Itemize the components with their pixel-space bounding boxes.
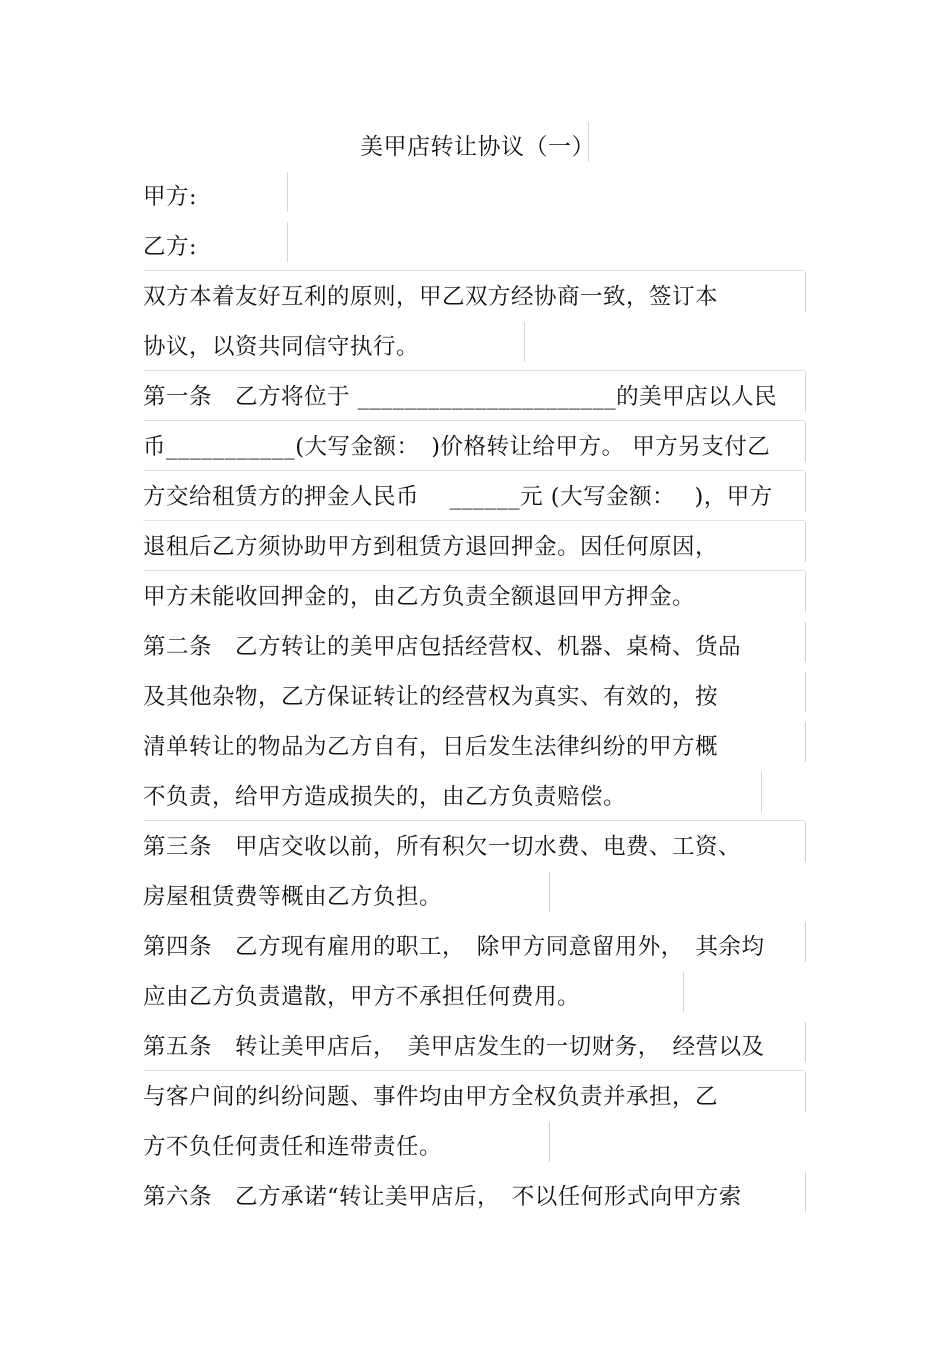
party-b-label: 乙方: (143, 234, 198, 260)
article-1-line: 甲方未能收回押金的，由乙方负责全额退回甲方押金。 (143, 584, 696, 610)
article-1-line: 第一条 乙方将位于 ______________________的美甲店以人民 (143, 384, 778, 410)
cell-divider (805, 1022, 806, 1062)
party-a-label: 甲方: (143, 184, 198, 210)
cell-divider (524, 322, 525, 362)
cell-divider (805, 1172, 806, 1212)
article-2-line: 清单转让的物品为乙方自有，日后发生法律纠纷的甲方概 (143, 734, 719, 760)
cell-divider (287, 172, 288, 212)
cell-divider (805, 1072, 806, 1112)
cell-divider (805, 272, 806, 312)
article-5-line: 第五条 转让美甲店后， 美甲店发生的一切财务， 经营以及 (143, 1034, 765, 1060)
cell-divider (805, 822, 806, 862)
row-divider (143, 270, 805, 271)
cell-divider (805, 372, 806, 412)
article-1-line: 退租后乙方须协助甲方到租赁方退回押金。因任何原因， (143, 534, 719, 560)
article-1-line: 方交给租赁方的押金人民币 ______元 (大写金额： )，甲方 (143, 484, 773, 510)
article-5-line: 与客户间的纠纷问题、事件均由甲方全权负责并承担，乙 (143, 1084, 719, 1110)
cell-divider (287, 222, 288, 262)
cell-divider (549, 1122, 550, 1162)
cell-divider (805, 422, 806, 462)
article-2-line: 不负责，给甲方造成损失的，由乙方负责赔偿。 (143, 784, 627, 810)
cell-divider (805, 522, 806, 562)
cell-divider (761, 772, 762, 812)
article-3-line: 房屋租赁费等概由乙方负担。 (143, 884, 443, 910)
cell-divider (549, 872, 550, 912)
document-title: 美甲店转让协议（一） (360, 134, 595, 160)
article-4-line: 第四条 乙方现有雇用的职工， 除甲方同意留用外， 其余均 (143, 934, 765, 960)
preamble-line: 协议，以资共同信守执行。 (143, 334, 420, 360)
article-3-line: 第三条 甲店交收以前，所有积欠一切水费、电费、工资、 (143, 834, 742, 860)
cell-divider (805, 622, 806, 662)
cell-divider (805, 572, 806, 612)
cell-divider (683, 972, 684, 1012)
article-5-line: 方不负任何责任和连带责任。 (143, 1134, 443, 1160)
cell-divider (805, 472, 806, 512)
article-1-line: 币___________(大写金额： )价格转让给甲方。 甲方另支付乙 (143, 434, 771, 460)
article-2-line: 第二条 乙方转让的美甲店包括经营权、机器、桌椅、货品 (143, 634, 742, 660)
cell-divider (805, 672, 806, 712)
article-2-line: 及其他杂物，乙方保证转让的经营权为真实、有效的，按 (143, 684, 719, 710)
cell-divider (805, 722, 806, 762)
preamble-line: 双方本着友好互利的原则，甲乙双方经协商一致，签订本 (143, 284, 719, 310)
article-6-line: 第六条 乙方承诺“转让美甲店后， 不以任何形式向甲方索 (143, 1184, 742, 1210)
cell-divider (805, 922, 806, 962)
article-4-line: 应由乙方负责遣散，甲方不承担任何费用。 (143, 984, 581, 1010)
